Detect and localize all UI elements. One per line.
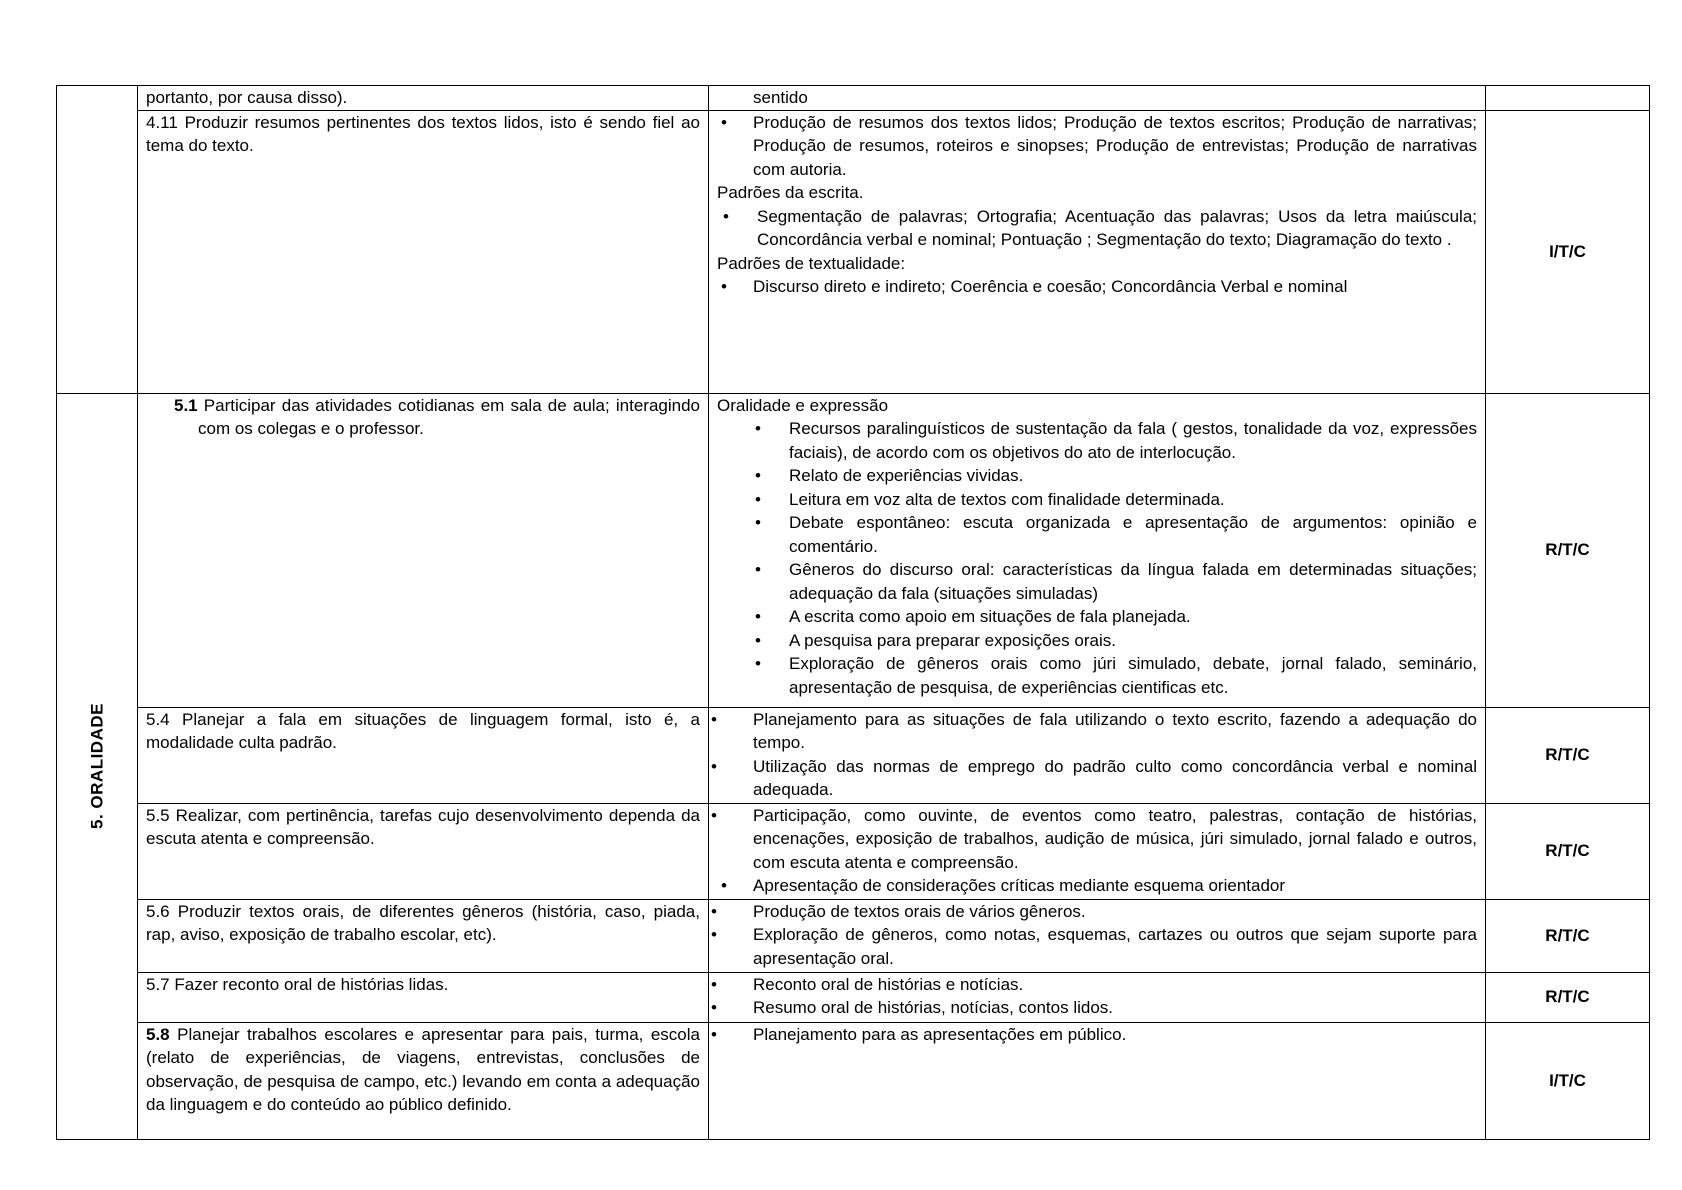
content-cell xyxy=(709,1022,1486,1139)
objective-body: Planejar trabalhos escolares e apresentar para pais, turma, escola (relato de experiências, de viagens, entrevistas, conclusões de observação, de pesquisa de campo, etc.) levando em conta a adequação da linguagem e do conteúdo ao público definido. xyxy=(146,1024,700,1114)
content-cell xyxy=(709,110,1486,393)
objective-cell xyxy=(138,707,709,803)
table-row xyxy=(57,110,1650,393)
code-cell xyxy=(1486,707,1650,803)
content-heading: Oralidade e expressão xyxy=(717,395,889,415)
content-heading: Padrões da escrita. xyxy=(717,183,864,202)
table-row xyxy=(57,899,1650,972)
code-text: R/T/C xyxy=(1545,841,1590,861)
list-item: • Debate espontâneo: escuta organizada e apresentação de argumentos: opinião e comentário. xyxy=(717,511,1477,558)
code-text: R/T/C xyxy=(1545,745,1590,765)
content-list xyxy=(717,900,1477,971)
objective-text: portanto, por causa disso). xyxy=(146,88,348,107)
list-item: • Utilização das normas de emprego do padrão culto como concordância verbal e nominal adequada. xyxy=(717,755,1477,802)
list-item: • Planejamento para as apresentações em público. xyxy=(717,1023,1477,1047)
objective-text: 5.4 Planejar a fala em situações de linguagem formal, isto é, a modalidade culta padrão. xyxy=(146,709,700,752)
code-cell xyxy=(1486,86,1650,111)
list-item: • A pesquisa para preparar exposições orais. xyxy=(717,629,1477,653)
list-item: • Reconto oral de histórias e notícias. xyxy=(717,973,1477,997)
table-row xyxy=(57,707,1650,803)
content-list xyxy=(717,973,1477,1020)
content-cell xyxy=(709,393,1486,707)
list-item: • Participação, como ouvinte, de eventos como teatro, palestras, contação de histórias, encenações, exposição de trabalhos, audição de música, júri simulado, jornal falado e outros, com escuta atenta e compreensão. xyxy=(717,804,1477,875)
code-cell xyxy=(1486,803,1650,899)
code-cell xyxy=(1486,972,1650,1022)
content-cell xyxy=(709,972,1486,1022)
list-item: • Apresentação de considerações críticas mediante esquema orientador xyxy=(717,874,1477,898)
objective-cell xyxy=(138,110,709,393)
objective-text xyxy=(146,1023,700,1117)
list-item: • Leitura em voz alta de textos com finalidade determinada. xyxy=(717,488,1477,512)
curriculum-table xyxy=(56,85,1650,1140)
list-item: • Exploração de gêneros, como notas, esquemas, cartazes ou outros que sejam suporte para apresentação oral. xyxy=(717,923,1477,970)
objective-cell xyxy=(138,1022,709,1139)
table-row xyxy=(57,86,1650,111)
code-text: I/T/C xyxy=(1549,241,1586,261)
objective-number: 5.1 xyxy=(174,395,198,415)
code-cell xyxy=(1486,1022,1650,1139)
content-list xyxy=(717,111,1477,182)
content-list xyxy=(717,804,1477,875)
objective-cell xyxy=(138,803,709,899)
code-text: R/T/C xyxy=(1545,540,1590,560)
content-cell xyxy=(709,899,1486,972)
content-cell xyxy=(709,86,1486,111)
content-list xyxy=(717,417,1477,699)
objective-text: 5.5 Realizar, com pertinência, tarefas cujo desenvolvimento dependa da escuta atenta e compreensão. xyxy=(146,805,700,848)
code-text: R/T/C xyxy=(1545,987,1590,1007)
objective-text: 5.7 Fazer reconto oral de histórias lidas. xyxy=(146,974,449,994)
content-list xyxy=(717,275,1477,299)
content-heading: Padrões de textualidade: xyxy=(717,253,906,273)
objective-cell xyxy=(138,86,709,111)
list-item: • Resumo oral de histórias, notícias, contos lidos. xyxy=(717,996,1477,1020)
content-cell xyxy=(709,803,1486,899)
content-list xyxy=(717,1023,1477,1047)
list-item: • Relato de experiências vividas. xyxy=(717,464,1477,488)
code-cell xyxy=(1486,110,1650,393)
table-row xyxy=(57,393,1650,707)
list-item: • Gêneros do discurso oral: características da língua falada em determinadas situações; adequação da fala (situações simuladas) xyxy=(717,558,1477,605)
code-text: R/T/C xyxy=(1545,925,1590,945)
code-text: I/T/C xyxy=(1549,1070,1586,1090)
objective-number: 5.8 xyxy=(146,1024,170,1044)
content-list xyxy=(717,205,1477,252)
objective-cell xyxy=(138,972,709,1022)
objective-text xyxy=(146,394,700,441)
table-row xyxy=(57,1022,1650,1139)
objective-text: 5.6 Produzir textos orais, de diferentes gêneros (história, caso, piada, rap, aviso, exposição de trabalho escolar, etc). xyxy=(146,901,700,944)
section-cell-empty xyxy=(57,86,138,394)
content-list xyxy=(717,874,1477,898)
section-label: 5. ORALIDADE xyxy=(87,703,107,829)
list-item: • Produção de resumos dos textos lidos; Produção de textos escritos; Produção de narrativas; Produção de resumos, roteiros e sinopses; Produção de entrevistas; Produção de narrativas com autoria. xyxy=(717,111,1477,182)
list-item: • Discurso direto e indireto; Coerência e coesão; Concordância Verbal e nominal xyxy=(717,275,1477,299)
code-cell xyxy=(1486,393,1650,707)
content-cell xyxy=(709,707,1486,803)
list-item: • Recursos paralinguísticos de sustentação da fala ( gestos, tonalidade da voz, expressões faciais), de acordo com os objetivos do ato de interlocução. xyxy=(717,417,1477,464)
code-cell xyxy=(1486,899,1650,972)
list-item: • Planejamento para as situações de fala utilizando o texto escrito, fazendo a adequação do tempo. xyxy=(717,708,1477,755)
content-list xyxy=(717,708,1477,802)
objective-body: Participar das atividades cotidianas em sala de aula; interagindo com os colegas e o professor. xyxy=(197,395,700,438)
list-item: • Produção de textos orais de vários gêneros. xyxy=(717,900,1477,924)
objective-text: 4.11 Produzir resumos pertinentes dos textos lidos, isto é sendo fiel ao tema do texto. xyxy=(146,112,700,155)
section-label-cell xyxy=(57,393,138,1139)
list-item: • Exploração de gêneros orais como júri simulado, debate, jornal falado, seminário, apresentação de pesquisa, de experiências cientificas etc. xyxy=(717,652,1477,699)
objective-cell xyxy=(138,899,709,972)
list-item: • Segmentação de palavras; Ortografia; Acentuação das palavras; Usos da letra maiúscula; Concordância verbal e nominal; Pontuação ; Segmentação do texto; Diagramação do texto . xyxy=(717,205,1477,252)
list-item: • A escrita como apoio em situações de fala planejada. xyxy=(717,605,1477,629)
objective-cell xyxy=(138,393,709,707)
table-row xyxy=(57,972,1650,1022)
table-row xyxy=(57,803,1650,899)
content-text: sentido xyxy=(753,88,808,107)
